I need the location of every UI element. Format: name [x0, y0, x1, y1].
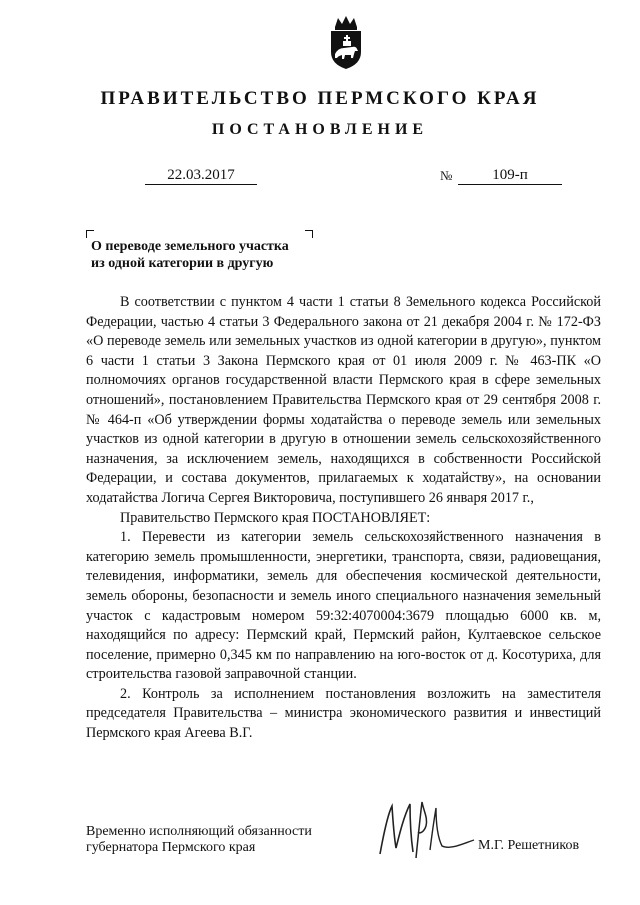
document-subject: [91, 238, 289, 272]
document-date: 22.03.2017: [145, 166, 257, 185]
handwritten-signature-icon: [370, 792, 490, 872]
document-type: ПОСТАНОВЛЕНИЕ: [211, 121, 429, 138]
subject-bracket-left: [86, 230, 94, 238]
signatory-title-line-2: губернатора Пермского края: [86, 840, 256, 855]
perm-krai-bear-emblem-icon: [326, 14, 366, 70]
government-title: ПРАВИТЕЛЬСТВО ПЕРМСКОГО КРАЯ: [100, 88, 540, 109]
subject-line-1: О переводе земельного участка: [91, 239, 289, 254]
signatory-title-line-1: Временно исполняющий обязанности: [86, 824, 312, 839]
resolution-paragraph: Правительство Пермского края ПОСТАНОВЛЯЕТ:: [120, 509, 431, 526]
signatory-title: [86, 824, 312, 856]
signatory-name: М.Г. Решетников: [478, 838, 580, 853]
preamble-paragraph: В соответствии с пунктом 4 части 1 статьи 8 Земельного кодекса Российской Федерации, частью 4 статьи 3 Федерального закона от 21 декабря 2004 г. № 172-ФЗ «О переводе земель или земельных участков из одной категории в другую», пунктом 6 части 1 статьи 3 Закона Пермского края от 01 июля 2009 г. № 463-ПК «О полномочиях органов государственной власти Пермского края в сфере земельных отношений», постановлением Правительства Пермского края от 29 сентября 2008 г. № 464-п «Об утверждении формы ходатайства о переводе земель или земельных участков из одной категории в другую в отношении земель сельскохозяйственного назначения, за исключением земель, находящихся в собственности Российской Федерации, и состава документов, прилагаемых к ходатайству», на основании ходатайства Логича Сергея Викторовича, поступившего 26 января 2017 г.,: [86, 294, 601, 506]
clause-1-paragraph: 1. Перевести из категории земель сельскохозяйственного назначения в категорию земель промышленности, энергетики, транспорта, связи, радиовещания, телевидения, информатики, земель для обеспечения космической деятельности, земель обороны, безопасности и земель иного специального назначения земельный участок с кадастровым номером 59:32:4070004:3679 площадью 6000 кв. м, находящийся по адресу: Пермский край, Пермский район, Култаевское сельское поселение, примерно 0,345 км по направлению на юго-восток от д. Косотуриха, для строительства газовой заправочной станции.: [86, 529, 601, 683]
clause-2-paragraph: 2. Контроль за исполнением постановления возложить на заместителя председателя Правительства – министра экономического развития и инвестиций Пермского края Агеева В.Г.: [86, 685, 601, 742]
subject-bracket-right: [305, 230, 313, 238]
subject-line-2: из одной категории в другую: [91, 256, 274, 271]
document-body: [86, 293, 601, 744]
document-number: 109-п: [458, 166, 562, 185]
number-sign: №: [440, 168, 453, 183]
